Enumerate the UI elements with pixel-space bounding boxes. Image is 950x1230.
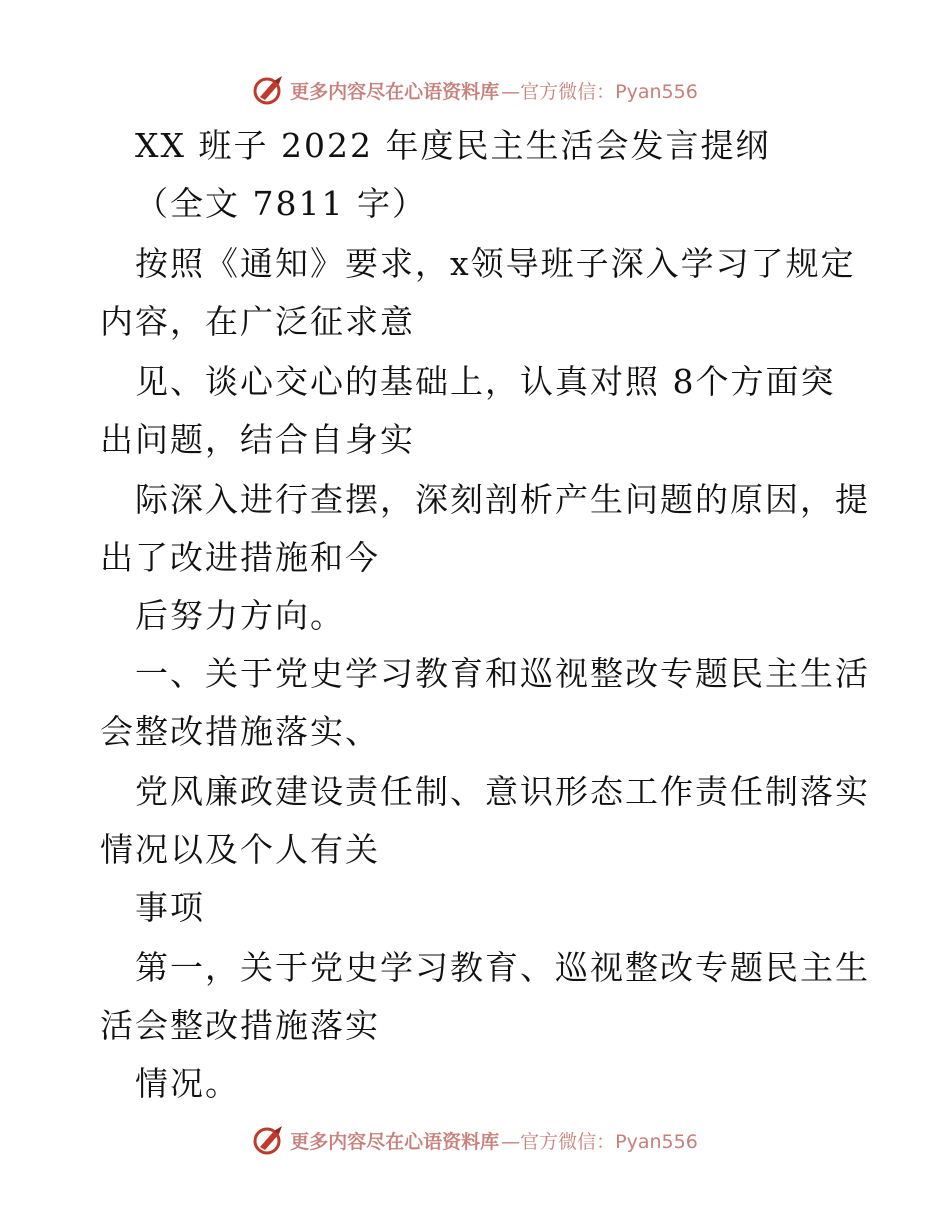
pen-logo-icon [252, 73, 286, 107]
watermark-wechat: —官方微信：Pyan556 [501, 80, 698, 103]
section-heading-line: 情况以及个人有关 [100, 830, 380, 869]
paragraph-line: 内容，在广泛征求意 [100, 302, 415, 341]
section-heading-line: 会整改措施落实、 [100, 712, 380, 751]
section-heading-line: 事项 [135, 888, 205, 927]
paragraph-line: 后努力方向。 [135, 596, 345, 635]
watermark-wechat: —官方微信：Pyan556 [501, 1130, 698, 1153]
footer-watermark [0, 1120, 950, 1160]
doc-title: XX 班子 2022 年度民主生活会发言提纲 [135, 126, 771, 165]
pen-logo-icon [252, 1123, 286, 1157]
subsection-heading-line: 活会整改措施落实 [100, 1006, 380, 1045]
paragraph-line: 按照《通知》要求，x领导班子深入学习了规定 [135, 244, 856, 283]
doc-word-count: （全文 7811 字） [135, 184, 427, 223]
paragraph-line: 出了改进措施和今 [100, 538, 380, 577]
paragraph-line: 际深入进行查摆，深刻剖析产生问题的原因，提 [135, 480, 870, 519]
subsection-heading-line: 第一，关于党史学习教育、巡视整改专题民主生 [135, 948, 870, 987]
paragraph-line: 出问题，结合自身实 [100, 420, 415, 459]
header-watermark [0, 70, 950, 110]
watermark-title: 更多内容尽在心语资料库 [290, 80, 500, 103]
paragraph-line: 见、谈心交心的基础上，认真对照 8个方面突 [135, 362, 836, 401]
subsection-heading-line: 情况。 [135, 1064, 240, 1103]
section-heading-line: 一、关于党史学习教育和巡视整改专题民主生活 [135, 654, 870, 693]
section-heading-line: 党风廉政建设责任制、意识形态工作责任制落实 [135, 772, 870, 811]
watermark-title: 更多内容尽在心语资料库 [290, 1130, 500, 1153]
